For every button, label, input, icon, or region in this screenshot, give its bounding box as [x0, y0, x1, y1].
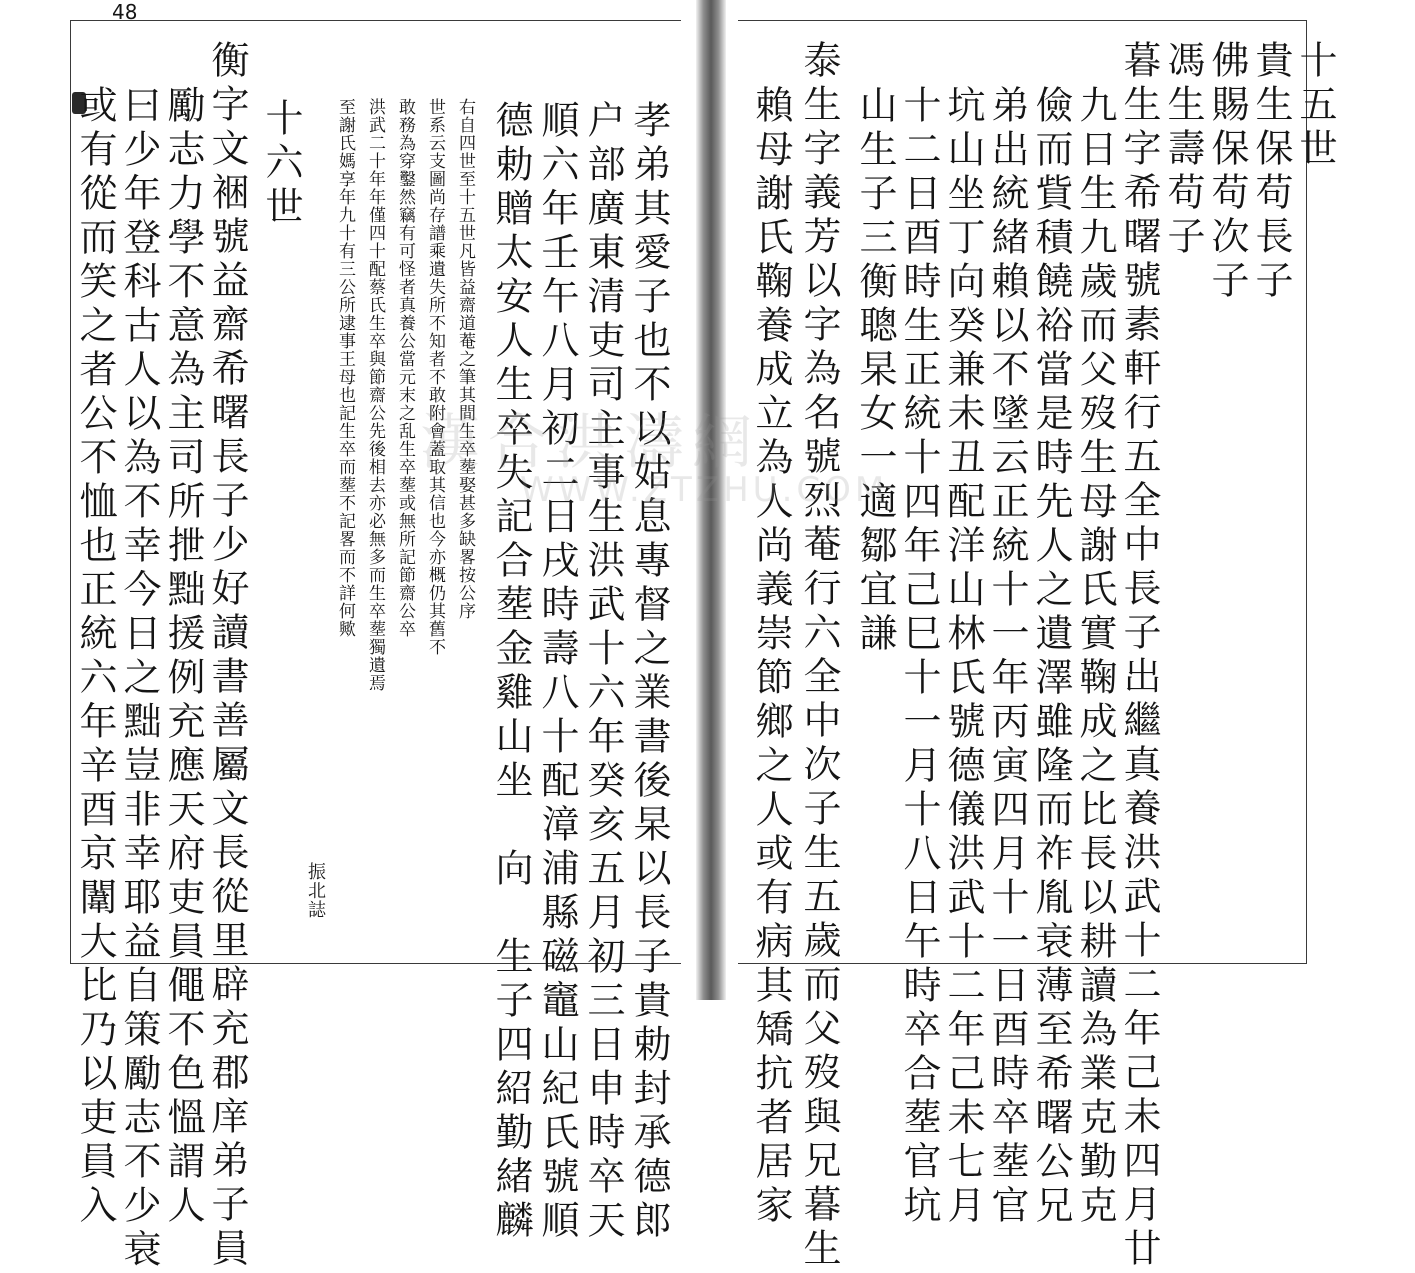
- annotation-line-2: 世系云支圖尚存譜乘遺失所不知者不敢附會蓋取其信也今亦概仍其舊不: [425, 98, 445, 656]
- entry-musheng-line-7: 山生子三衡聰杲女一適鄒宜謙: [853, 85, 897, 657]
- annotation-line-5: 至謝氏媽享年九十有三公所逮事王母也記生卒而塟不記畧而不詳何歟: [335, 98, 355, 638]
- entry-musheng-line-6: 十二日酉時生正統十四年己巳十一月十八日午時卒合塟官坑: [897, 85, 941, 1229]
- entry-heng-line-3: 曰少年登科古人以為不幸今日之黜豈非幸耶益自策勵志不少衰: [117, 85, 161, 1273]
- watermark-text: 漢合洪濤網: [420, 408, 760, 478]
- entry-continuation-line-4: 德勅贈太安人生卒失記合塟金雞山坐 向 生子四紹勤緒麟: [489, 100, 533, 1244]
- entry-taisheng-line-1: 泰生字義芳以字為名號烈菴行六全中次子生五歲而父歿與兄暮生: [797, 40, 841, 1272]
- page-number: 48: [112, 0, 138, 24]
- entry-musheng-line-3: 儉而貲積饒裕當是時先人之遺澤雖隆而祚胤衰薄至希曙公兄: [1029, 85, 1073, 1229]
- entry-musheng-line-5: 坑山坐丁向癸兼未丑配洋山林氏號德儀洪武十二年己未七月: [941, 85, 985, 1229]
- heading-sixteenth-generation: 十六世: [259, 98, 303, 230]
- entry-continuation-line-1: 孝弟其愛子也不以姑息專督之業書後杲以長子貴勅封承德郎: [627, 100, 671, 1244]
- entry-taisheng-line-2: 賴母謝氏鞠養成立為人尚義崇節鄉之人或有病其矯抗者居家: [749, 85, 793, 1229]
- entry-continuation-line-2: 户部廣東清吏司主事生洪武十六年癸亥五月初三日申時卒天: [581, 100, 625, 1244]
- entry-continuation-line-3: 順六年壬午八月初二日戌時壽八十配漳浦縣磁竈山紀氏號順: [535, 100, 579, 1244]
- annotation-line-3: 敢務為穿鑿然竊有可怪者真養公當元末之乱生卒塟或無所記節齋公卒: [395, 98, 415, 638]
- heading-fifteenth-generation: 十五世: [1293, 40, 1337, 172]
- entry-heng-line-1: 衡字文裍號益齋希曙長子少好讀書善屬文長從里辟充郡庠弟子員: [205, 40, 249, 1272]
- entry-fengsheng: 馮生壽苟子: [1161, 40, 1205, 260]
- annotation-signature: 振北誌: [305, 862, 326, 919]
- entry-musheng-line-4: 弟出統緒賴以不墜云正統十一年丙寅四月十一日酉時卒塟官: [985, 85, 1029, 1229]
- annotation-line-4: 洪武二十年年僅四十配蔡氏生卒與節齋公先後相去亦必無多而生卒塟獨遺焉: [365, 98, 385, 692]
- annotation-line-1: 右自四世至十五世凡皆益齋道菴之筆其間生卒塟娶甚多缺畧按公序: [455, 98, 475, 620]
- entry-musheng-line-1: 暮生字希曙號素軒行五全中長子出繼真養洪武十二年己未四月廿: [1117, 40, 1161, 1272]
- entry-musheng-line-2: 九日生九歲而父歿生母謝氏實鞠成之比長以耕讀為業克勤克: [1073, 85, 1117, 1229]
- entry-fosi: 佛賜保苟次子: [1205, 40, 1249, 304]
- watermark-url: WWW.ZTZHU.COM: [520, 470, 889, 510]
- entry-heng-line-4: 或有從而笑之者公不恤也正統六年辛酉京闈大比乃以吏員入: [73, 85, 117, 1229]
- entry-guisheng: 貴生保苟長子: [1249, 40, 1293, 304]
- entry-heng-line-2: 勵志力學不意為主司所抴黜援例充應天府吏員僶不色慍謂人: [161, 85, 205, 1229]
